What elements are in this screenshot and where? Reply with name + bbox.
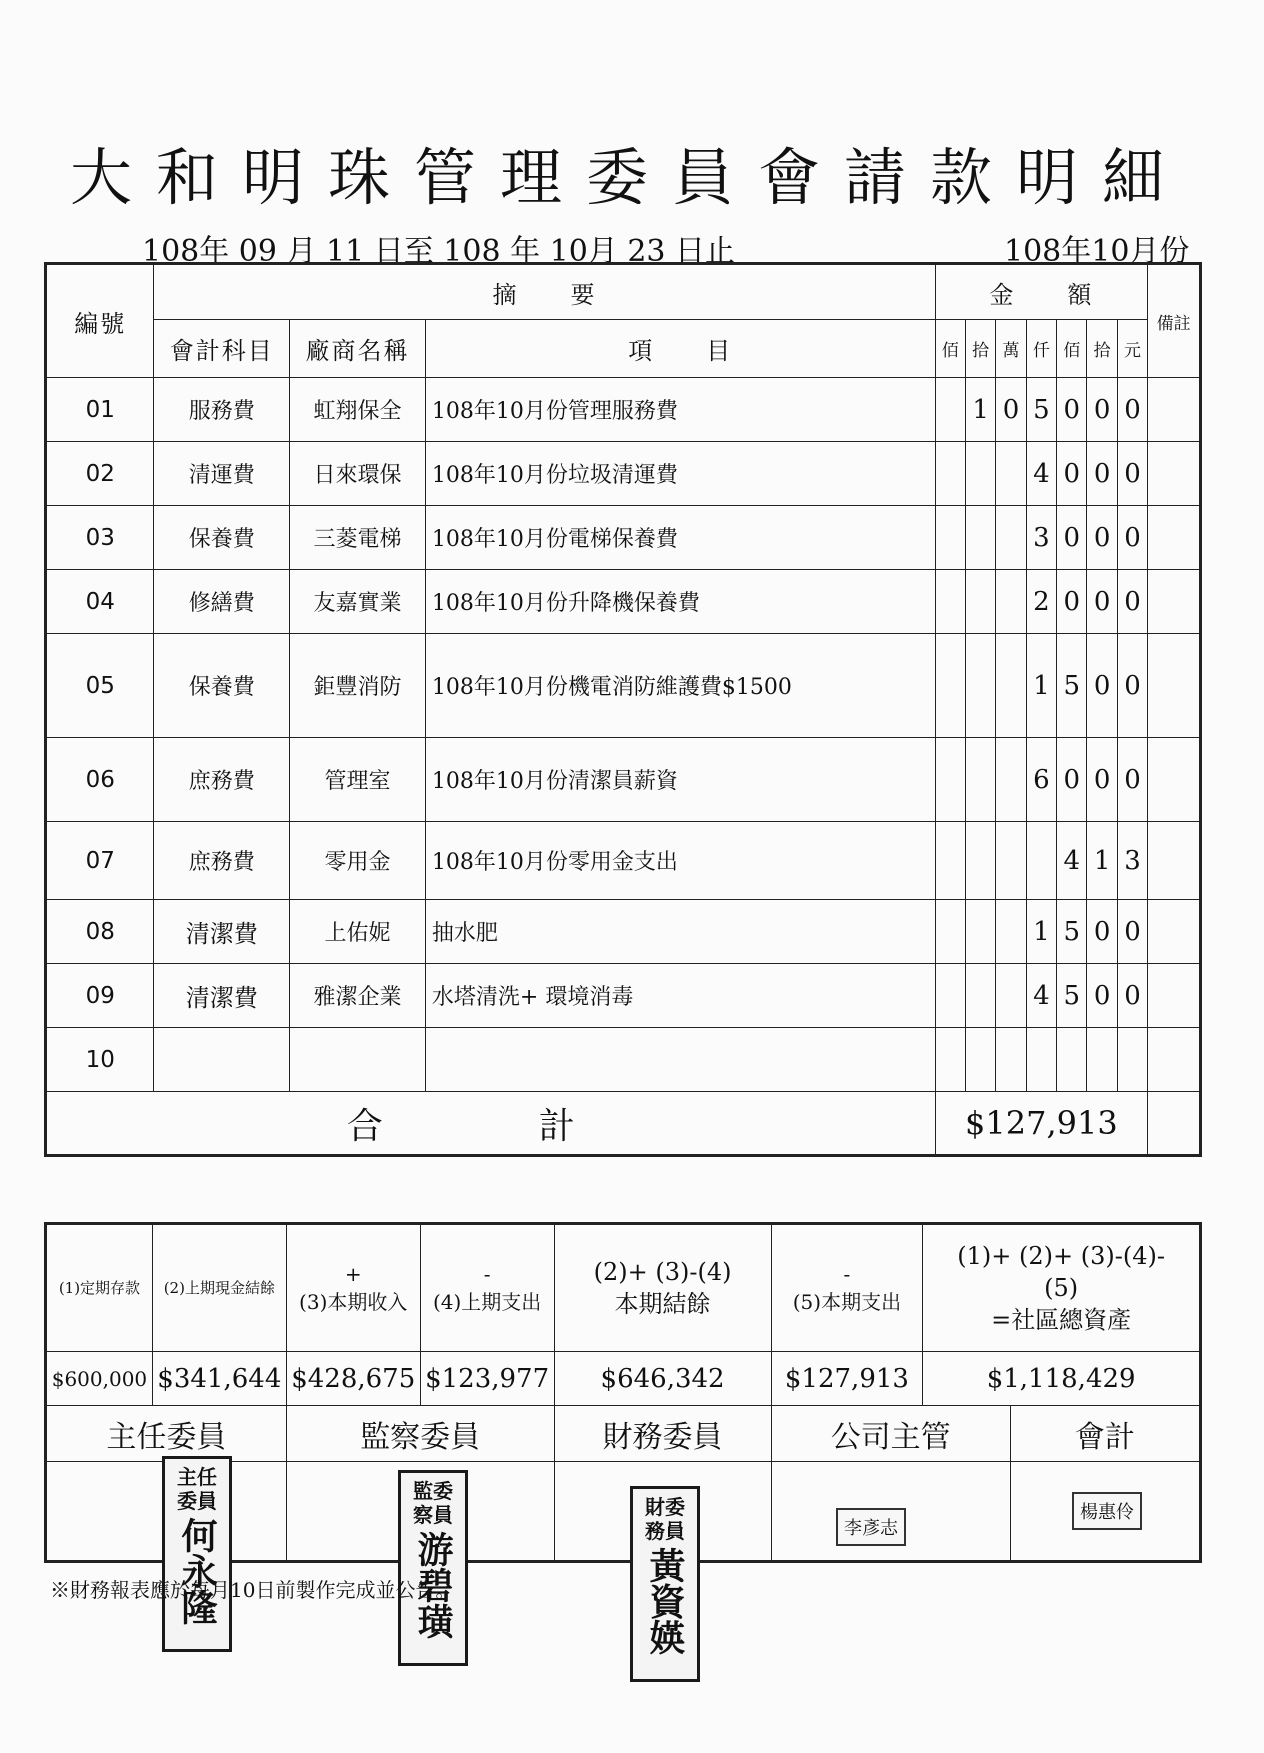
row-amount-digit — [935, 900, 965, 964]
row-amount-digit: 0 — [1117, 900, 1147, 964]
row-number: 04 — [46, 570, 154, 634]
row-amount-digit — [935, 378, 965, 442]
row-vendor: 鉅豐消防 — [290, 634, 426, 738]
header-amount: 金 額 — [935, 264, 1148, 320]
header-summary: 摘 要 — [154, 264, 935, 320]
row-account: 清潔費 — [154, 964, 290, 1028]
row-amount-digit — [996, 964, 1026, 1028]
digit-header: 佰 — [1057, 320, 1087, 378]
table-row — [46, 738, 1201, 822]
row-amount-digit — [996, 1028, 1026, 1092]
header-item: 項 目 — [425, 320, 935, 378]
row-item: 108年10月份垃圾清運費 — [425, 442, 935, 506]
row-vendor: 管理室 — [290, 738, 426, 822]
row-amount-digit: 0 — [1117, 634, 1147, 738]
expense-table — [44, 262, 1202, 1157]
total-label: 合 計 — [46, 1092, 936, 1156]
row-amount-digit — [965, 738, 995, 822]
row-item: 108年10月份機電消防維護費$1500 — [425, 634, 935, 738]
row-remarks — [1148, 634, 1201, 738]
row-item: 抽水肥 — [425, 900, 935, 964]
row-amount-digit — [1057, 1028, 1087, 1092]
row-amount-digit: 0 — [1057, 378, 1087, 442]
row-account: 修繕費 — [154, 570, 290, 634]
header-account: 會計科目 — [154, 320, 290, 378]
row-remarks — [1148, 964, 1201, 1028]
total-remarks — [1148, 1092, 1201, 1156]
row-amount-digit — [935, 964, 965, 1028]
table-row — [46, 378, 1201, 442]
summary-value-assets: $1,118,429 — [923, 1352, 1201, 1406]
table-row — [46, 964, 1201, 1028]
row-amount-digit: 1 — [965, 378, 995, 442]
finance-seal-name: 黃資媖 — [644, 1547, 686, 1655]
accountant-seal-stamp: 楊惠伶 — [1072, 1492, 1142, 1530]
table-row — [46, 1028, 1201, 1092]
row-amount-digit: 0 — [1117, 506, 1147, 570]
row-amount-digit: 5 — [1057, 634, 1087, 738]
row-amount-digit — [965, 570, 995, 634]
row-amount-digit: 0 — [996, 378, 1026, 442]
finance-seal-stamp — [630, 1486, 700, 1682]
row-amount-digit: 0 — [1117, 378, 1147, 442]
row-amount-digit — [965, 506, 995, 570]
row-amount-digit — [965, 900, 995, 964]
row-account — [154, 1028, 290, 1092]
row-amount-digit — [1026, 822, 1056, 900]
digit-header: 萬 — [996, 320, 1026, 378]
signature-header-finance: 財務委員 — [554, 1406, 771, 1462]
row-account: 庶務費 — [154, 738, 290, 822]
row-amount-digit: 5 — [1057, 900, 1087, 964]
row-vendor: 上佑妮 — [290, 900, 426, 964]
row-amount-digit — [935, 1028, 965, 1092]
row-account: 清潔費 — [154, 900, 290, 964]
row-amount-digit — [935, 506, 965, 570]
manager-seal-stamp: 李彥志 — [836, 1508, 906, 1546]
row-amount-digit — [1087, 1028, 1117, 1092]
row-amount-digit: 0 — [1087, 442, 1117, 506]
row-number: 03 — [46, 506, 154, 570]
row-amount-digit: 3 — [1117, 822, 1147, 900]
supervisor-seal-stamp — [398, 1470, 468, 1666]
row-amount-digit: 5 — [1026, 378, 1056, 442]
row-item: 108年10月份電梯保養費 — [425, 506, 935, 570]
row-account: 保養費 — [154, 634, 290, 738]
summary-header-deposit: (1)定期存款 — [46, 1224, 153, 1352]
row-remarks — [1148, 570, 1201, 634]
row-amount-digit: 0 — [1087, 900, 1117, 964]
summary-value-balance: $646,342 — [554, 1352, 771, 1406]
row-account: 服務費 — [154, 378, 290, 442]
row-amount-digit — [935, 822, 965, 900]
row-vendor: 虹翔保全 — [290, 378, 426, 442]
row-vendor — [290, 1028, 426, 1092]
row-amount-digit: 1 — [1026, 634, 1056, 738]
row-item: 108年10月份零用金支出 — [425, 822, 935, 900]
row-account: 清運費 — [154, 442, 290, 506]
row-amount-digit: 6 — [1026, 738, 1056, 822]
period-label: 108年 09 月 11 日至 108 年 10月 23 日止 — [142, 234, 736, 269]
row-amount-digit: 3 — [1026, 506, 1056, 570]
row-amount-digit — [996, 570, 1026, 634]
row-amount-digit: 0 — [1087, 570, 1117, 634]
row-amount-digit: 0 — [1117, 570, 1147, 634]
digit-header: 佰 — [935, 320, 965, 378]
row-account: 保養費 — [154, 506, 290, 570]
table-row — [46, 506, 1201, 570]
row-remarks — [1148, 1028, 1201, 1092]
row-amount-digit: 4 — [1026, 964, 1056, 1028]
row-amount-digit: 0 — [1057, 570, 1087, 634]
row-number: 01 — [46, 378, 154, 442]
summary-value-deposit: $600,000 — [46, 1352, 153, 1406]
summary-header-expense: - (5)本期支出 — [771, 1224, 923, 1352]
table-row — [46, 634, 1201, 738]
row-amount-digit — [996, 442, 1026, 506]
row-amount-digit: 0 — [1087, 506, 1117, 570]
row-amount-digit: 0 — [1117, 738, 1147, 822]
row-item: 108年10月份管理服務費 — [425, 378, 935, 442]
digit-header: 元 — [1117, 320, 1147, 378]
signature-header-chair: 主任委員 — [46, 1406, 287, 1462]
row-amount-digit — [996, 900, 1026, 964]
summary-header-income: + (3)本期收入 — [286, 1224, 420, 1352]
row-vendor: 日來環保 — [290, 442, 426, 506]
row-amount-digit: 0 — [1117, 964, 1147, 1028]
signature-header-supervisor: 監察委員 — [286, 1406, 554, 1462]
total-value: $127,913 — [935, 1092, 1148, 1156]
summary-value-expense: $127,913 — [771, 1352, 923, 1406]
row-number: 07 — [46, 822, 154, 900]
header-number: 編號 — [46, 264, 154, 378]
signature-header-accountant: 會計 — [1010, 1406, 1200, 1462]
row-amount-digit — [965, 634, 995, 738]
footnote: ※財務報表應於每月10日前製作完成並公告。 — [50, 1578, 456, 1602]
header-remarks: 備註 — [1148, 264, 1201, 378]
row-amount-digit: 2 — [1026, 570, 1056, 634]
row-amount-digit — [996, 738, 1026, 822]
summary-value-income: $428,675 — [286, 1352, 420, 1406]
row-amount-digit: 5 — [1057, 964, 1087, 1028]
chair-seal-title: 主任 委員 — [177, 1465, 217, 1513]
row-amount-digit: 4 — [1057, 822, 1087, 900]
row-vendor: 三菱電梯 — [290, 506, 426, 570]
row-amount-digit: 4 — [1026, 442, 1056, 506]
row-amount-digit: 0 — [1057, 442, 1087, 506]
row-amount-digit: 0 — [1057, 506, 1087, 570]
row-remarks — [1148, 442, 1201, 506]
row-amount-digit — [996, 506, 1026, 570]
row-remarks — [1148, 738, 1201, 822]
summary-header-assets: (1)+ (2)+ (3)-(4)- (5) =社區總資產 — [923, 1224, 1201, 1352]
row-amount-digit — [1117, 1028, 1147, 1092]
row-amount-digit — [965, 964, 995, 1028]
row-amount-digit — [965, 822, 995, 900]
row-vendor: 零用金 — [290, 822, 426, 900]
row-amount-digit — [935, 570, 965, 634]
document-title: 大和明珠管理委員會請款明細 — [70, 141, 1189, 214]
row-amount-digit — [996, 634, 1026, 738]
row-amount-digit: 1 — [1026, 900, 1056, 964]
summary-value-prev-expense: $123,977 — [420, 1352, 554, 1406]
row-amount-digit — [1026, 1028, 1056, 1092]
row-remarks — [1148, 506, 1201, 570]
digit-header: 拾 — [965, 320, 995, 378]
table-row — [46, 442, 1201, 506]
row-amount-digit: 1 — [1087, 822, 1117, 900]
signature-header-manager: 公司主管 — [771, 1406, 1010, 1462]
table-row — [46, 570, 1201, 634]
finance-seal-title: 財委 務員 — [645, 1495, 685, 1543]
row-vendor: 雅潔企業 — [290, 964, 426, 1028]
row-amount-digit: 0 — [1087, 964, 1117, 1028]
row-amount-digit: 0 — [1057, 738, 1087, 822]
row-amount-digit: 0 — [1087, 634, 1117, 738]
row-account: 庶務費 — [154, 822, 290, 900]
row-item: 108年10月份升降機保養費 — [425, 570, 935, 634]
row-amount-digit — [996, 822, 1026, 900]
header-vendor: 廠商名稱 — [290, 320, 426, 378]
row-remarks — [1148, 822, 1201, 900]
table-row — [46, 822, 1201, 900]
row-number: 08 — [46, 900, 154, 964]
row-amount-digit: 0 — [1087, 378, 1117, 442]
row-amount-digit: 0 — [1087, 738, 1117, 822]
row-item — [425, 1028, 935, 1092]
row-amount-digit — [935, 442, 965, 506]
chair-seal-name: 何永隆 — [176, 1517, 218, 1625]
row-amount-digit — [935, 634, 965, 738]
row-remarks — [1148, 900, 1201, 964]
digit-header: 拾 — [1087, 320, 1117, 378]
row-number: 06 — [46, 738, 154, 822]
row-number: 05 — [46, 634, 154, 738]
row-amount-digit: 0 — [1117, 442, 1147, 506]
row-vendor: 友嘉實業 — [290, 570, 426, 634]
table-row — [46, 900, 1201, 964]
chair-seal-stamp — [162, 1456, 232, 1652]
row-remarks — [1148, 378, 1201, 442]
summary-value-prev-cash: $341,644 — [152, 1352, 286, 1406]
summary-header-prev-cash: (2)上期現金結餘 — [152, 1224, 286, 1352]
supervisor-seal-name: 游碧璜 — [412, 1531, 454, 1639]
row-number: 09 — [46, 964, 154, 1028]
row-number: 02 — [46, 442, 154, 506]
supervisor-seal-title: 監委 察員 — [413, 1479, 453, 1527]
month-label: 108年10月份 — [1004, 234, 1190, 269]
summary-header-balance: (2)+ (3)-(4) 本期結餘 — [554, 1224, 771, 1352]
row-amount-digit — [965, 442, 995, 506]
summary-header-prev-expense: - (4)上期支出 — [420, 1224, 554, 1352]
row-amount-digit — [965, 1028, 995, 1092]
row-item: 108年10月份清潔員薪資 — [425, 738, 935, 822]
digit-header: 仟 — [1026, 320, 1056, 378]
row-number: 10 — [46, 1028, 154, 1092]
row-amount-digit — [935, 738, 965, 822]
row-item: 水塔清洗+ 環境消毒 — [425, 964, 935, 1028]
